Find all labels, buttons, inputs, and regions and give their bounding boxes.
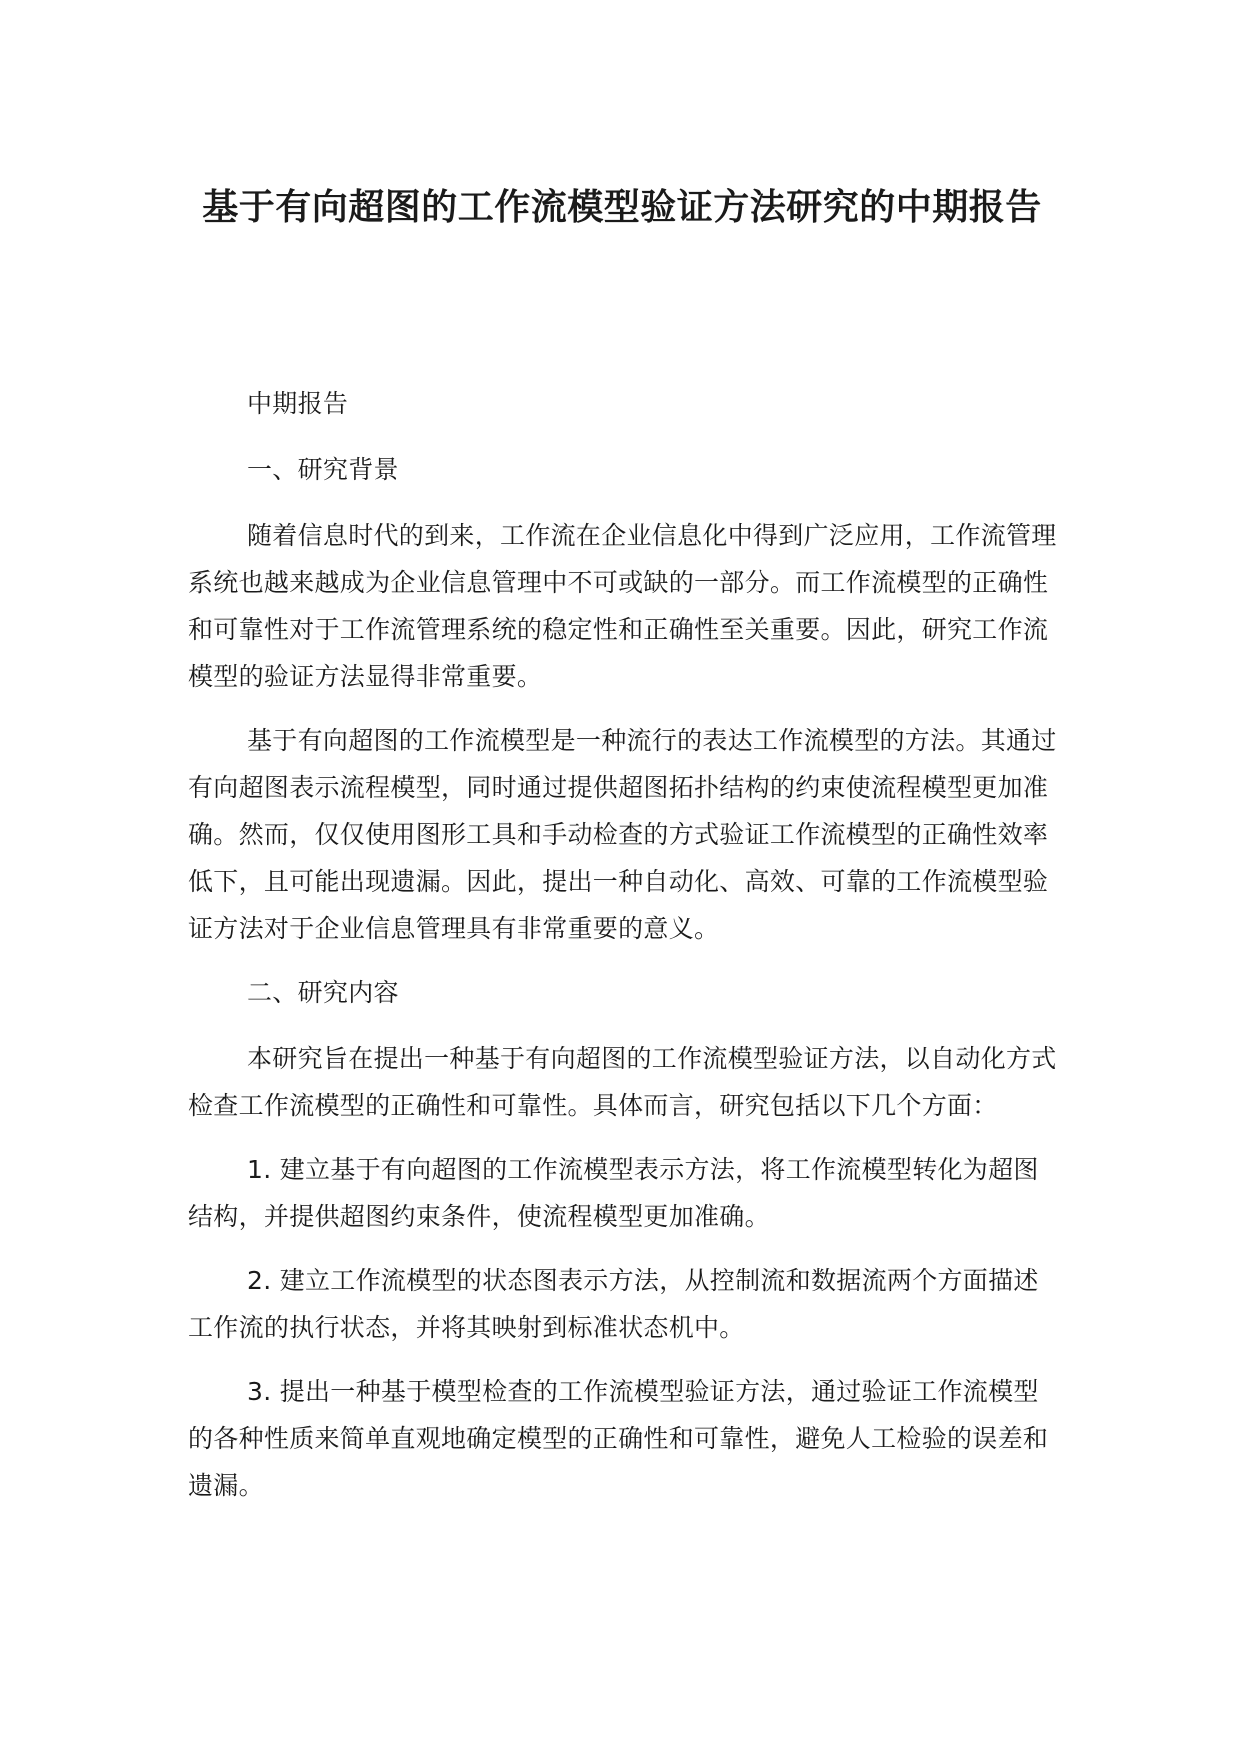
content-item-1: 1. 建立基于有向超图的工作流模型表示方法，将工作流模型转化为超图结构，并提供超图约束条件，使流程模型更加准确。 (188, 1155, 1039, 1231)
document-body (188, 380, 1060, 1526)
section-heading-content: 二、研究内容 (247, 978, 399, 1007)
background-paragraph-2: 基于有向超图的工作流模型是一种流行的表达工作流模型的方法。其通过有向超图表示流程模型，同时通过提供超图拓扑结构的约束使流程模型更加准确。然而，仅仅使用图形工具和手动检查的方式验证工作流模型的正确性效率低下，且可能出现遗漏。因此，提出一种自动化、高效、可靠的工作流模型验证方法对于企业信息管理具有非常重要的意义。 (188, 726, 1057, 943)
content-intro-paragraph: 本研究旨在提出一种基于有向超图的工作流模型验证方法，以自动化方式检查工作流模型的正确性和可靠性。具体而言，研究包括以下几个方面： (188, 1044, 1057, 1120)
section-heading-background: 一、研究背景 (247, 455, 399, 484)
content-item-3: 3. 提出一种基于模型检查的工作流模型验证方法，通过验证工作流模型的各种性质来简单直观地确定模型的正确性和可靠性，避免人工检验的误差和遗漏。 (188, 1377, 1049, 1500)
background-paragraph-1: 随着信息时代的到来，工作流在企业信息化中得到广泛应用，工作流管理系统也越来越成为企业信息管理中不可或缺的一部分。而工作流模型的正确性和可靠性对于工作流管理系统的稳定性和正确性至关重要。因此，研究工作流模型的验证方法显得非常重要。 (188, 521, 1057, 691)
report-label: 中期报告 (247, 389, 349, 418)
document-title: 基于有向超图的工作流模型验证方法研究的中期报告 (202, 187, 1042, 228)
content-item-2: 2. 建立工作流模型的状态图表示方法，从控制流和数据流两个方面描述工作流的执行状态，并将其映射到标准状态机中。 (188, 1266, 1039, 1342)
